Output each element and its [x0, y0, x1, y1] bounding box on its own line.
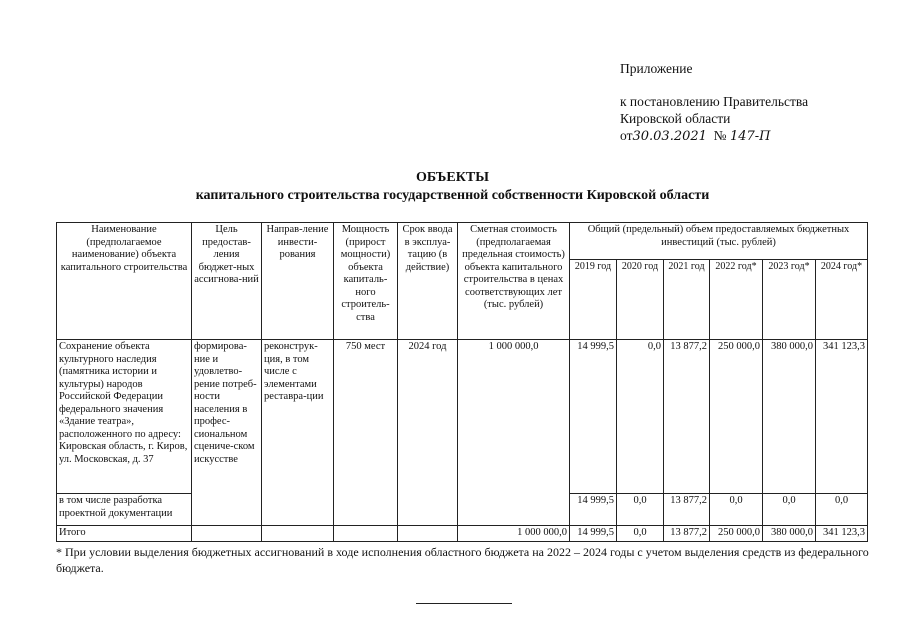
- row-sub-value-2024: 0,0: [816, 494, 868, 526]
- document-title: ОБЪЕКТЫ: [416, 170, 489, 185]
- total-label: Итого: [57, 526, 192, 542]
- row-capacity: 750 мест: [334, 340, 398, 526]
- header-year-2023: 2023 год*: [763, 260, 816, 340]
- total-value-2022: 250 000,0: [710, 526, 763, 542]
- row-term: 2024 год: [398, 340, 458, 526]
- header-name: Наименование (предполагаемое наименование) объекта капитального строительства: [57, 223, 192, 340]
- row-value-2019: 14 999,5: [570, 340, 617, 494]
- row-value-2020: 0,0: [617, 340, 664, 494]
- appendix-date-line: [620, 127, 808, 145]
- row-object-name: Сохранение объекта культурного наследия (памятника истории и культуры) народов Российской Федерации федерального значения «Здание театра», расположенного по адресу: Кировская область, г. Киров, ул. Московская, д. 37: [57, 340, 192, 494]
- row-direction: реконструк-ция, в том числе с элементами реставра-ции: [262, 340, 334, 526]
- appendix-date: 30.03.2021: [632, 129, 707, 144]
- appendix-region: Кировской области: [620, 111, 731, 126]
- header-year-2022: 2022 год*: [710, 260, 763, 340]
- total-value-2020: 0,0: [617, 526, 664, 542]
- appendix-from-prefix: от: [620, 128, 633, 143]
- row-value-2024: 341 123,3: [816, 340, 868, 494]
- total-value-2024: 341 123,3: [816, 526, 868, 542]
- row-sub-name: в том числе разработка проектной документации: [57, 494, 192, 526]
- row-sub-value-2021: 13 877,2: [664, 494, 710, 526]
- appendix-number-sign: №: [713, 128, 727, 143]
- header-goal: Цель предостав-ления бюджет-ных ассигнова-ний: [192, 223, 262, 340]
- objects-table: [56, 222, 868, 542]
- header-year-2021: 2021 год: [664, 260, 710, 340]
- table-total-row: [57, 526, 868, 542]
- appendix-resolution: к постановлению Правительства: [620, 94, 809, 109]
- header-capacity: Мощность (прирост мощности) объекта капиталь-ного строитель-ства: [334, 223, 398, 340]
- row-value-2021: 13 877,2: [664, 340, 710, 494]
- row-cost: 1 000 000,0: [458, 340, 570, 526]
- header-direction: Направ-ление инвести-рования: [262, 223, 334, 340]
- row-value-2023: 380 000,0: [763, 340, 816, 494]
- document-subtitle: капитального строительства государственной собственности Кировской области: [195, 188, 710, 203]
- total-value-2021: 13 877,2: [664, 526, 710, 542]
- table-header-row: [57, 223, 868, 260]
- appendix-label: Приложение: [620, 61, 693, 76]
- row-sub-value-2020: 0,0: [617, 494, 664, 526]
- total-value-2019: 14 999,5: [570, 526, 617, 542]
- row-goal: формирова-ние и удовлетво-рение потреб-ности населения в профес-сиональном сцениче-ском искусстве: [192, 340, 262, 526]
- row-sub-value-2022: 0,0: [710, 494, 763, 526]
- end-divider: [416, 603, 512, 604]
- table-row: [57, 340, 868, 494]
- header-cost: Сметная стоимость (предполагаемая предельная стоимость) объекта капитального строительства в ценах соответствующих лет (тыс. рублей): [458, 223, 570, 340]
- footnote: * При условии выделения бюджетных ассигнований в ходе исполнения областного бюджета на 2022 – 2024 годы с учетом выделения средств из федерального бюджета.: [56, 545, 869, 575]
- row-value-2022: 250 000,0: [710, 340, 763, 494]
- appendix-number: 147-П: [729, 129, 771, 144]
- appendix-block: [620, 60, 808, 145]
- header-year-2020: 2020 год: [617, 260, 664, 340]
- total-cost: 1 000 000,0: [458, 526, 570, 542]
- row-sub-value-2023: 0,0: [763, 494, 816, 526]
- header-year-2024: 2024 год*: [816, 260, 868, 340]
- total-value-2023: 380 000,0: [763, 526, 816, 542]
- header-year-2019: 2019 год: [570, 260, 617, 340]
- header-total: Общий (предельный) объем предоставляемых бюджетных инвестиций (тыс. рублей): [570, 223, 868, 260]
- header-term: Срок ввода в эксплуа-тацию (в действие): [398, 223, 458, 340]
- row-sub-value-2019: 14 999,5: [570, 494, 617, 526]
